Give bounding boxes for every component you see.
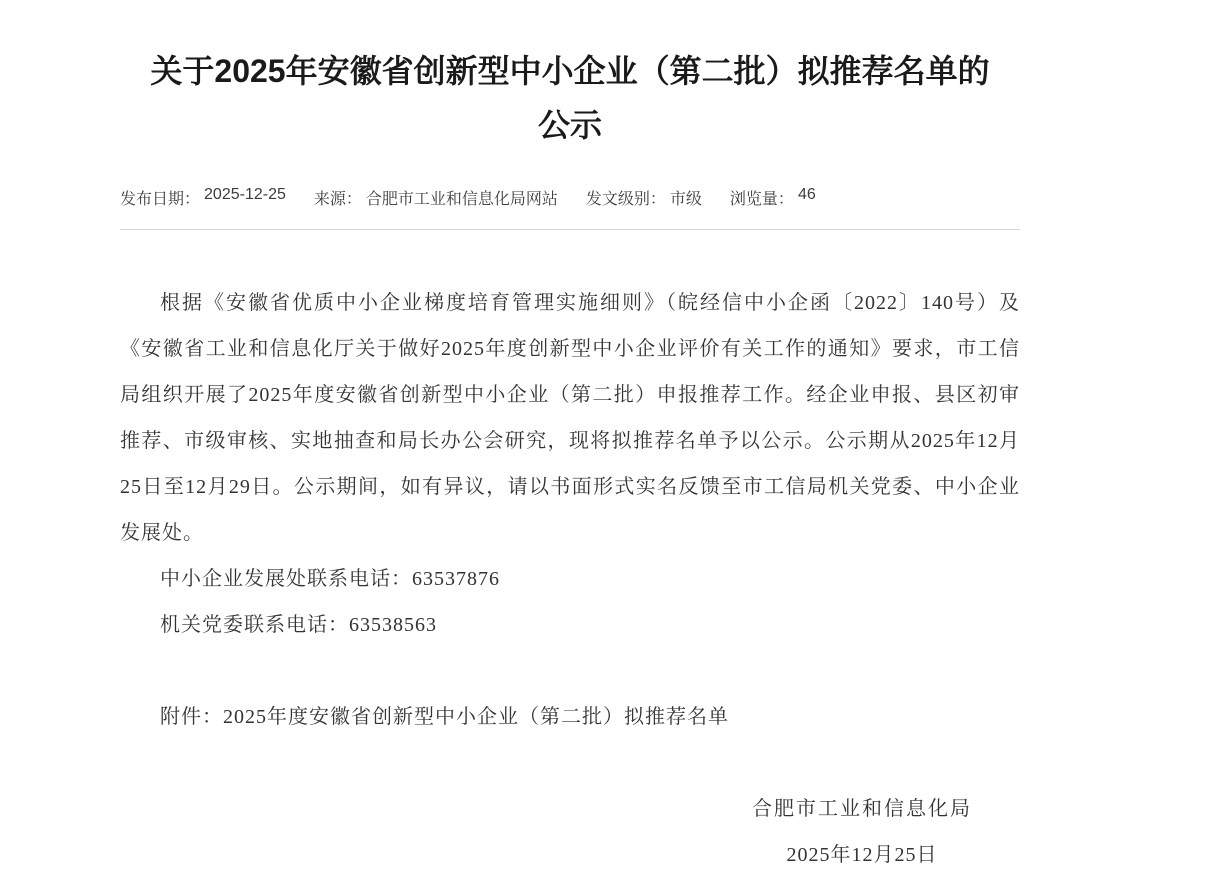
- page-title-line-1: 关于2025年安徽省创新型中小企业（第二批）拟推荐名单的: [150, 53, 990, 89]
- contact-party-committee-phone: 63538563: [349, 614, 437, 636]
- attachment-link[interactable]: 2025年度安徽省创新型中小企业（第二批）拟推荐名单: [223, 706, 729, 728]
- attachment-line: [120, 694, 1020, 740]
- meta-source: [314, 186, 558, 209]
- body-paragraph: 根据《安徽省优质中小企业梯度培育管理实施细则》（皖经信中小企函〔2022〕140号）及《安徽省工业和信息化厅关于做好2025年度创新型中小企业评价有关工作的通知》要求，市工信局组织开展了2025年度安徽省创新型中小企业（第二批）申报推荐工作。经企业申报、县区初审推荐、市级审核、实地抽查和局长办公会研究，现将拟推荐名单予以公示。公示期从2025年12月25日至12月29日。公示期间，如有异议，请以书面形式实名反馈至市工信局机关党委、中小企业发展处。: [120, 292, 1020, 544]
- contact-sme-division-label: 中小企业发展处联系电话：: [160, 568, 412, 590]
- signature-date: 2025年12月25日: [786, 844, 938, 866]
- meta-source-label: 来源：: [313, 191, 362, 208]
- page-title: [120, 0, 1020, 152]
- article-page: [120, 0, 1020, 878]
- page-title-line-2: 公示: [537, 107, 602, 143]
- attachment-label: 附件：: [160, 706, 223, 728]
- meta-view-count: [730, 186, 816, 209]
- contact-line-sme-division: [120, 556, 1020, 602]
- meta-bar: [120, 186, 1020, 209]
- meta-publish-date-label: 发布日期：: [120, 191, 201, 208]
- meta-doc-level: [586, 186, 702, 209]
- meta-view-count-value: 46: [797, 186, 816, 203]
- meta-source-value: 合肥市工业和信息化局网站: [365, 191, 558, 208]
- meta-doc-level-value: 市级: [669, 191, 702, 208]
- signature-inner: [752, 786, 972, 878]
- signature-org: 合肥市工业和信息化局: [752, 798, 972, 820]
- article-body: [120, 230, 1020, 878]
- contact-line-party-committee: [120, 602, 1020, 648]
- meta-publish-date: [120, 186, 286, 209]
- meta-publish-date-value: 2025-12-25: [204, 186, 286, 203]
- signature-block: [120, 786, 1020, 878]
- meta-view-count-label: 浏览量：: [729, 191, 794, 208]
- meta-doc-level-label: 发文级别：: [585, 191, 666, 208]
- contact-sme-division-phone: 63537876: [412, 568, 500, 590]
- contact-party-committee-label: 机关党委联系电话：: [160, 614, 349, 636]
